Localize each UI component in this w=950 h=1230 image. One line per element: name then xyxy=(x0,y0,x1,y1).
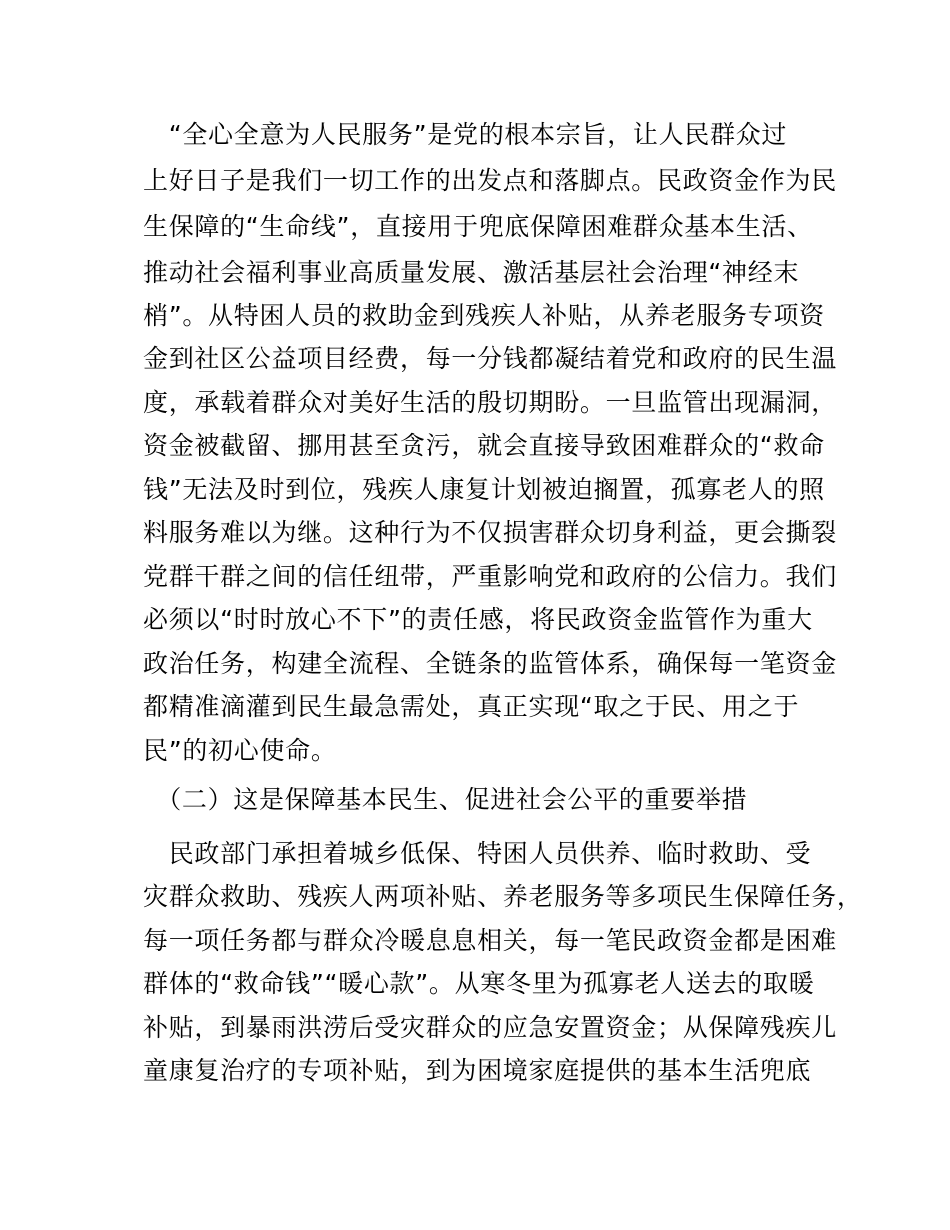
paragraph-2-line-3: 每一项任务都与群众冷暖息息相关，每一笔民政资金都是困难 xyxy=(143,926,837,955)
paragraph-1-line-10: 料服务难以为继。这种行为不仅损害群众切身利益，更会撕裂 xyxy=(143,518,837,547)
paragraph-2-line-5: 补贴，到暴雨洪涝后受灾群众的应急安置资金；从保障残疾儿 xyxy=(143,1013,837,1042)
paragraph-1-line-9: 钱”无法及时到位，残疾人康复计划被迫搁置，孤寡老人的照 xyxy=(143,475,825,504)
paragraph-1-line-15: 民”的初心使命。 xyxy=(143,736,337,765)
section-heading: （二）这是保障基本民生、促进社会公平的重要举措 xyxy=(143,785,748,814)
paragraph-2-line-2: 灾群众救助、残疾人两项补贴、养老服务等多项民生保障任务， xyxy=(143,882,863,911)
paragraph-1-line-12: 必须以“时时放心不下”的责任感，将民政资金监管作为重大 xyxy=(143,605,813,634)
paragraph-2-line-1: 民政部门承担着城乡低保、特困人员供养、临时救助、受 xyxy=(143,839,812,868)
paragraph-1-line-7: 度，承载着群众对美好生活的殷切期盼。一旦监管出现漏洞， xyxy=(143,388,837,417)
paragraph-2-line-4: 群体的“救命钱”“暖心款”。从寒冬里为孤寡老人送去的取暖 xyxy=(143,969,815,998)
paragraph-1-line-4: 推动社会福利事业高质量发展、激活基层社会治理“神经末 xyxy=(143,258,800,287)
paragraph-1-line-1: “全心全意为人民服务”是党的根本宗旨，让人民群众过 xyxy=(143,120,788,149)
paragraph-1-line-6: 金到社区公益项目经费，每一分钱都凝结着党和政府的民生温 xyxy=(143,344,837,373)
paragraph-1-line-5: 梢”。从特困人员的救助金到残疾人补贴，从养老服务专项资 xyxy=(143,301,825,330)
paragraph-1-line-14: 都精准滴灌到民生最急需处，真正实现“取之于民、用之于 xyxy=(143,692,800,721)
paragraph-1-line-2: 上好日子是我们一切工作的出发点和落脚点。民政资金作为民 xyxy=(143,166,837,195)
paragraph-1-line-3: 生保障的“生命线”，直接用于兜底保障困难群众基本生活、 xyxy=(143,212,813,241)
paragraph-1-line-11: 党群干群之间的信任纽带，严重影响党和政府的公信力。我们 xyxy=(143,562,837,591)
paragraph-1-line-8: 资金被截留、挪用甚至贪污，就会直接导致困难群众的“救命 xyxy=(143,431,825,460)
paragraph-1-line-13: 政治任务，构建全流程、全链条的监管体系，确保每一笔资金 xyxy=(143,649,837,678)
paragraph-2-line-6: 童康复治疗的专项补贴，到为困境家庭提供的基本生活兜底 xyxy=(143,1056,812,1085)
